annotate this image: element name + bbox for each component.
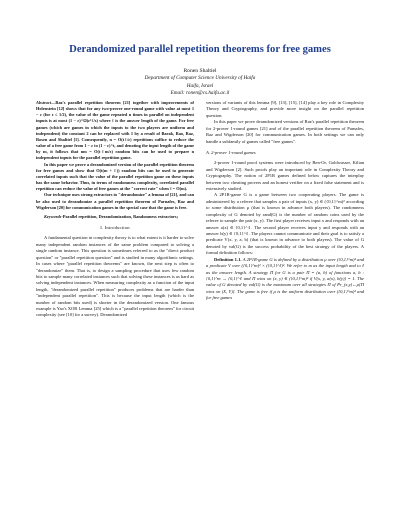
paragraph-overview: In this paper we prove derandomized versions of Raz's parallel repetition theorem for 2-prover 1-round games [21] and of the parallel repetition theorem of Parnafes, Raz and Wigderson [20] for communication games. In both settings we can only handle a subfamily of games called "free games". (206, 119, 364, 144)
paper-title: Derandomized parallel repetition theorems for free games (69, 44, 331, 55)
left-column (36, 100, 194, 319)
abstract (36, 100, 194, 211)
abstract-text-2: In this paper we prove a derandomized version of the parallel repetition theorem for free games and show that O(t(m + ℓ)) random bits can be used to generate correlated inputs such that the value of the parallel repetition game on these inputs has the same behavior. Thus, in terms of randomness complexity, correlated parallel repetition can reduce the value of free games at the "correct rate" when ℓ = O(m). (36, 161, 194, 192)
author-affiliation: Department of Computer Science University of Haifa (144, 75, 256, 82)
introduction-paragraph: A fundamental question in complexity theory is to what extent is it harder to solve many independent random instances of the same problem compared to solving a single random instance. This question is sometimes referred to as the "direct product question" or "parallel repetition question" and is studied in many algorithmic settings. In cases where "parallel repetition theorems" are known, the next step is often to "derandomize" them. That is, to design a sampling procedure that uses few random bits to sample many correlated instances such that solving these instances is as hard as solving independent instances. When measuring complexity as a function of the input length, "derandomized parallel repetition" produces problems that are harder than "independent parallel repetition". This is because the input length (which is the number of random bits used) is shorter in the derandomized version. One famous example is Yao's XOR Lemma [25] which is a "parallel repetition theorem" for circuit complexity (see [10] for a survey). Derandomized (36, 235, 194, 318)
definition-label: Definition 1.1. (214, 256, 242, 262)
author-email: Email: ronen@cs.haifa.ac.il (170, 89, 230, 96)
definition-text: A 2P1R-game G is defined by a distribution μ over ({0,1}^m)² and a predicate V over ({0,1}^m)² × ({0,1}^ℓ)². We refer to m as the input length and to ℓ as the answer length. A strategy Π for G is a pair Π = (a, b) of functions a, b : {0,1}^m → {0,1}^ℓ and Π wins on (x, y) ∈ ({0,1}^m)² if V(x, y, a(x), b(y)) = 1. The value of G denoted by val(G) is the maximum over all strategies Π of Pr_(x,y)←μ[Π wins on (X, Y)]. The game is free if μ is the uniform distribution over ({0,1}^m)² and for free games (206, 256, 364, 301)
abstract-text-3: Our technique uses strong extractors to "derandomize" a lemma of [21], and can be also used to derandomize a parallel repetition theorem of Parnafes, Raz and Wigderson [20] for communication games in the special case that the game is free. (36, 192, 194, 210)
keywords (36, 214, 194, 220)
paragraph-history: 2-prover 1-round proof systems were introduced by Ben-Or, Goldwasser, Kilian and Wigderson [2]. Such proofs play an important role in Complexity Theory and Cryptography. The notion of 2P1R games defined below captures the interplay between two cheating provers and an honest verifier on a fixed false statement and is extensively studied. (206, 160, 364, 192)
definition-1-1 (206, 257, 364, 302)
keywords-label: Keywords (44, 213, 62, 219)
paragraph-game-description: A 2P1R-game G is a game between two cooperating players. The game is administered by a referee that samples a pair of inputs (x, y) ∈ ({0,1}^m)² according to some distribution μ (that is known in advance both players). The randomness complexity of G denoted by rand(G) is the number of random coins used by the referee to sample the pair (x, y). The first player receives input x and responds with an answer a(x) ∈ {0,1}^ℓ. The second player receives input y and responds with an answer b(y) ∈ {0,1}^ℓ. The players cannot communicate and their goal is to satisfy a predicate V(x, y, a, b) (that is known in advance to both players). The value of G denoted by val(G) is the success probability of the best strategy of the players. A formal definition follows: (206, 192, 364, 256)
subsection-heading: A. 2-prover 1-round games (206, 149, 256, 155)
keywords-text: -Parallel repetition, Derandomization, Randomness extractors; (61, 213, 179, 219)
right-column (206, 100, 364, 302)
abstract-text: —Raz's parallel repetition theorem [21] together with improvements of Holenstein [12] shows that for any two-prover one-round game with value at most 1 − ε (for ε ≤ 1/2), the value of the game repeated n times in parallel on independent inputs is at most (1 − ε)^Ω(ε²ℓ/s) where ℓ is the answer length of the game. For free games (which are games in which the inputs to the two players are uniform and independent) the constant 2 can be replaced with 1 by a result of Barak, Rao, Raz, Rosen and Shaltiel [1]. Consequently, n = O(tℓ/ε) repetitions suffice to reduce the value of a free game from 1 − ε to (1 − ε)^t, and denoting the input length of the game by m, it follows that nm = O(tℓm/ε) random bits can be used to prepare n independent inputs for the parallel repetition game. (36, 100, 194, 161)
paragraph-continued: versions of variants of this lemma [9], [13], [15], [14] play a key role in Complexity Theory and Cryptography, and provide more insight on the parallel repetition question. (206, 100, 364, 118)
author-location: Haifa, Israel (186, 82, 214, 89)
introduction-heading: I. Introduction (100, 224, 130, 230)
author-block (0, 68, 400, 97)
abstract-label: Abstract (36, 100, 51, 105)
author-name: Ronen Shaltiel (183, 68, 217, 74)
